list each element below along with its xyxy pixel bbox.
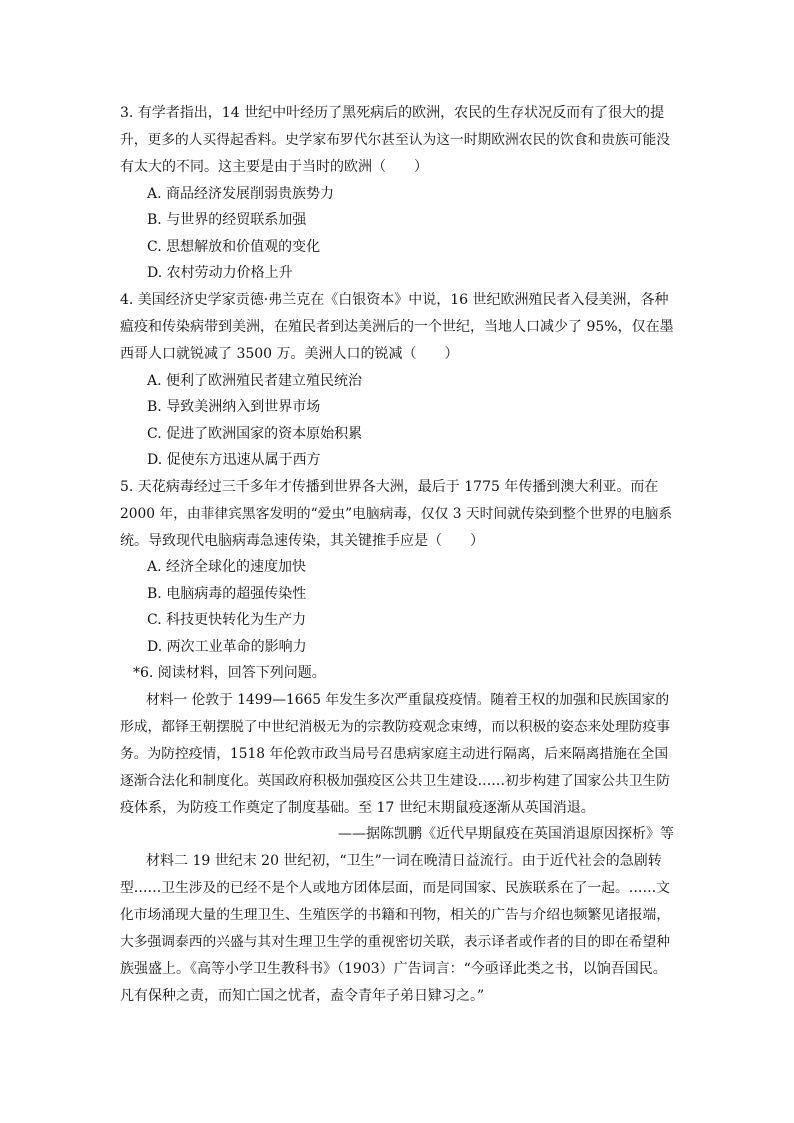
q6-material2-line-5: 族强盛上。《高等小学卫生教科书》（1903）广告词言：“今亟译此类之书，以饷吾国民。 [120,961,667,977]
q6-material2-line-4: 大多强调泰西的兴盛与其对生理卫生学的重视密切关联，表示译者或作者的目的即在希望种 [120,934,671,950]
q4-option-d: D. 促使东方迅速从属于西方 [147,452,321,468]
q6-material1-line-1: 材料一 伦敦于 1499—1665 年发生多次严重鼠疫疫情。随着王权的加强和民族国家的 [146,692,670,708]
q4-option-b: B. 导致美洲纳入到世界市场 [147,399,321,415]
q5-option-c: C. 科技更快转化为生产力 [147,612,307,628]
q6-title: *6. 阅读材料，回答下列问题。 [133,665,326,681]
q3-stem-line-2: 升，更多的人买得起香料。史学家布罗代尔甚至认为这一时期欧洲农民的饮食和贵族可能没 [120,132,671,148]
q4-option-c: C. 促进了欧洲国家的资本原始积累 [147,426,363,442]
q4-stem-line-2: 瘟疫和传染病带到美洲，在殖民者到达美洲后的一个世纪，当地人口减少了 95%，仅在墨 [120,319,674,335]
q3-stem-line-1: 3. 有学者指出，14 世纪中叶经历了黑死病后的欧洲，农民的生存状况反而有了很大的提 [120,105,665,121]
q6-material1-line-3: 务。为防控疫情，1518 年伦敦市政当局号召患病家庭主动进行隔离，后来隔离措施在全国 [120,746,669,762]
q5-stem-line-2: 2000 年，由菲律宾黑客发明的“爱虫”电脑病毒，仅仅 3 天时间就传染到整个世界的电脑系 [120,506,673,522]
q5-stem-line-1: 5. 天花病毒经过三千多年才传播到世界各大洲，最后于 1775 年传播到澳大利亚。而在 [120,479,659,495]
q6-material2-line-1: 材料二 19 世纪末 20 世纪初，“卫生”一词在晚清日益流行。由于近代社会的急剧转 [146,853,662,869]
q4-stem-line-1: 4. 美国经济史学家贡德·弗兰克在《白银资本》中说，16 世纪欧洲殖民者入侵美洲，各种 [120,292,669,308]
q6-material1-line-4: 逐渐合法化和制度化。英国政府积极加强疫区公共卫生建设……初步构建了国家公共卫生防 [120,773,671,789]
q4-option-a: A. 便利了欧洲殖民者建立殖民统治 [147,373,363,389]
q3-stem-line-3: 有太大的不同。这主要是由于当时的欧洲（ ） [120,159,428,175]
q3-option-b: B. 与世界的经贸联系加强 [147,212,307,228]
q3-option-c: C. 思想解放和价值观的变化 [147,239,321,255]
q4-stem-line-3: 西哥人口就锐减了 3500 万。美洲人口的锐减（ ） [120,346,459,362]
q6-material1-line-2: 形成，都铎王朝摆脱了中世纪消极无为的宗教防疫观念束缚，而以积极的姿态来处理防疫事 [120,719,671,735]
q5-option-b: B. 电脑病毒的超强传染性 [147,586,307,602]
q5-option-d: D. 两次工业革命的影响力 [147,639,307,655]
q5-option-a: A. 经济全球化的速度加快 [147,559,307,575]
q6-material1-source: ——据陈凯鹏《近代早期鼠疫在英国消退原因探析》等 [338,826,674,842]
q5-stem-line-3: 统。导致现代电脑病毒急速传染，其关键推手应是（ ） [120,533,484,549]
q6-material2-line-6: 凡有保种之责，而知亡国之忧者，盍令青年子弟日肄习之。” [120,988,485,1004]
q6-material2-line-3: 化市场涌现大量的生理卫生、生殖医学的书籍和刊物，相关的广告与介绍也频繁见诸报端， [120,907,671,923]
q3-option-d: D. 农村劳动力价格上升 [147,265,293,281]
q6-material2-line-2: 型……卫生涉及的已经不是个人或地方团体层面，而是同国家、民族联系在了一起。……文 [120,880,671,896]
q3-option-a: A. 商品经济发展削弱贵族势力 [147,186,335,202]
q6-material1-line-5: 疫体系，为防疫工作奠定了制度基础。至 17 世纪末期鼠疫逐渐从英国消退。 [120,800,595,816]
